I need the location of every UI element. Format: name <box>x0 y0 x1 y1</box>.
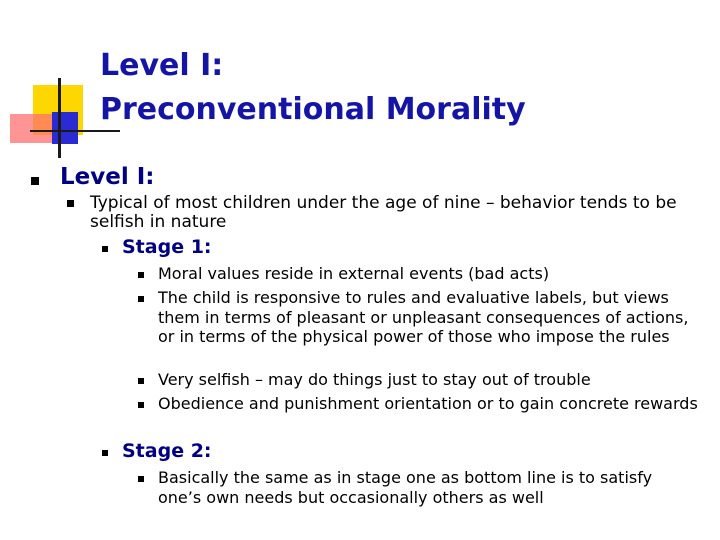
decorative-vertical-line <box>58 78 61 158</box>
bullet-square-icon <box>102 246 108 252</box>
decorative-red-rectangle <box>10 114 55 143</box>
title-line-1: Level I: <box>100 48 224 83</box>
bullet-square-icon <box>138 476 144 482</box>
stage1-heading: Stage 1: <box>122 236 212 258</box>
stage2-item: Basically the same as in stage one as bottom line is to satisfy one’s own needs but occasionally others as well <box>158 468 653 507</box>
bullet-square-icon <box>138 378 144 384</box>
stage1-item: Obedience and punishment orientation or to gain concrete rewards <box>158 394 698 413</box>
level-heading: Level I: <box>60 164 155 190</box>
bullet-square-icon <box>138 402 144 408</box>
stage1-item: The child is responsive to rules and evaluative labels, but views them in terms of pleasant or unpleasant consequences of actions, or in terms of the physical power of those who impose the rules <box>158 288 689 346</box>
title-line-2: Preconventional Morality <box>100 92 526 127</box>
decorative-blue-square <box>52 112 78 144</box>
bullet-square-icon <box>138 296 144 302</box>
stage1-item: Moral values reside in external events (bad acts) <box>158 264 550 283</box>
bullet-square-icon <box>138 272 144 278</box>
bullet-square-icon <box>102 450 108 456</box>
bullet-square-icon <box>31 177 39 185</box>
bullet-square-icon <box>67 200 74 207</box>
level-description: Typical of most children under the age of nine – behavior tends to be selfish in nature <box>90 193 677 232</box>
slide-title <box>100 44 700 132</box>
stage2-heading: Stage 2: <box>122 440 212 462</box>
stage1-item: Very selfish – may do things just to stay out of trouble <box>158 370 591 389</box>
